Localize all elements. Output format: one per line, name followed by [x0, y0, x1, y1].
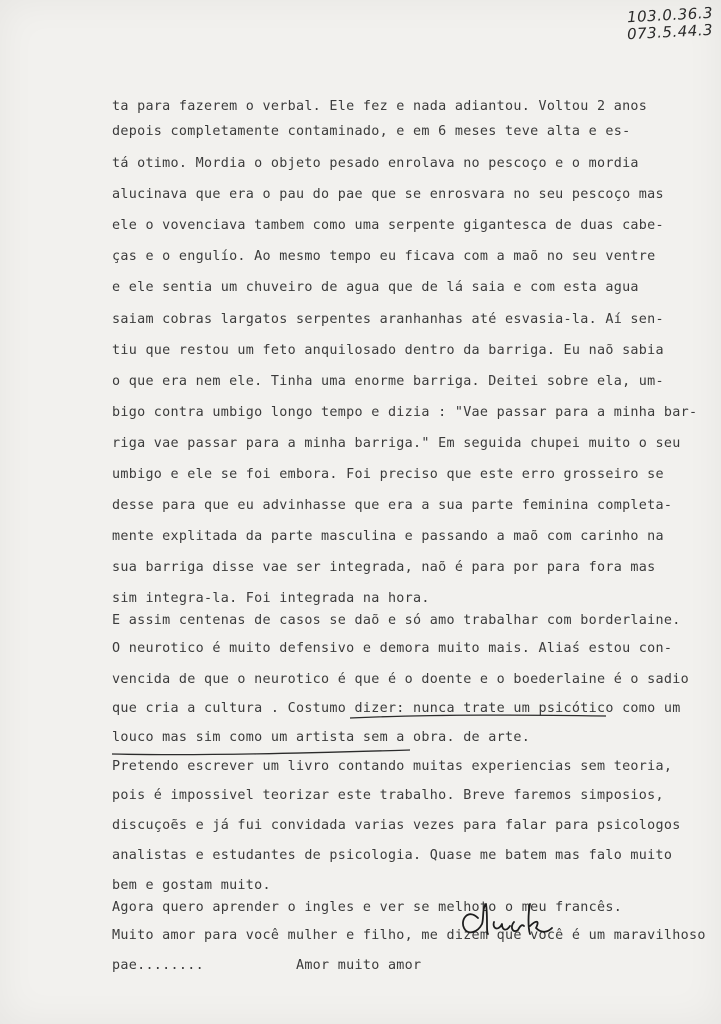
text-line: ele o vovenciava tambem como uma serpente gigantesca de duas cabe- — [112, 218, 664, 233]
text-line: vencida de que o neurotico é que é o doente e o boederlaine é o sadio — [112, 672, 689, 687]
text-line: pae........ Amor muito amor — [112, 958, 422, 973]
text-line: ta para fazerem o verbal. Ele fez e nada adiantou. Voltou 2 anos — [112, 99, 648, 114]
text-line: alucinava que era o pau do pae que se enrosvara no seu pescoço mas — [112, 187, 664, 202]
text-line: desse para que eu advinhasse que era a sua parte feminina completa- — [112, 498, 673, 513]
text-line: e ele sentia um chuveiro de agua que de lá saia e com esta agua — [112, 280, 639, 295]
handwritten-signature — [458, 898, 558, 942]
text-line: Pretendo escrever um livro contando muitas experiencias sem teoria, — [112, 759, 673, 774]
text-line: sua barriga disse vae ser integrada, naõ é para por para fora mas — [112, 560, 656, 575]
text-line: tá otimo. Mordia o objeto pesado enrolava no pescoço e o mordia — [112, 156, 639, 171]
text-line: riga vae passar para a minha barriga." Em seguida chupei muito o seu — [112, 436, 681, 451]
text-line: depois completamente contaminado, e em 6 meses teve alta e es- — [112, 124, 631, 139]
text-line: louco mas sim como um artista sem a obra. de arte. — [112, 730, 531, 745]
text-line: que cria a cultura . Costumo dizer: nunca trate um psicótico como um — [112, 701, 681, 716]
text-line: tiu que restou um feto anquilosado dentro da barriga. Eu naõ sabia — [112, 343, 664, 358]
text-line: sim integra-la. Foi integrada na hora. — [112, 591, 430, 606]
text-line: o que era nem ele. Tinha uma enorme barriga. Deitei sobre ela, um- — [112, 374, 664, 389]
text-line: E assim centenas de casos se daõ e só amo trabalhar com borderlaine. — [112, 613, 681, 628]
handwritten-underline — [110, 706, 610, 762]
text-line: ças e o engulío. Ao mesmo tempo eu ficava com a maõ no seu ventre — [112, 249, 656, 264]
text-line: umbigo e ele se foi embora. Foi preciso que este erro grosseiro se — [112, 467, 664, 482]
text-line: Agora quero aprender o ingles e ver se melhoto o meu francês. — [112, 900, 623, 915]
archive-code-1: 103.0.36.3 — [626, 3, 714, 27]
text-line: analistas e estudantes de psicologia. Quase me batem mas falo muito — [112, 848, 673, 863]
text-line: discuçoẽs e já fui convidada varias vezes para falar para psicologos — [112, 818, 681, 833]
text-line: O neurotico é muito defensivo e demora muito mais. Aliaś estou con- — [112, 641, 673, 656]
text-line: pois é impossivel teorizar este trabalho. Breve faremos simposios, — [112, 788, 664, 803]
text-line: bigo contra umbigo longo tempo e dizia : "Vae passar para a minha bar- — [112, 405, 698, 420]
text-line: bem e gostam muito. — [112, 878, 271, 893]
text-line: mente explitada da parte masculina e passando a maõ com carinho na — [112, 529, 664, 544]
text-line: saiam cobras largatos serpentes aranhanhas até esvasia-la. Aí sen- — [112, 312, 664, 327]
text-line: Muito amor para você mulher e filho, me dizem que você é um maravilhoso — [112, 928, 706, 943]
archive-code-2: 073.5.44.3 — [626, 20, 714, 44]
